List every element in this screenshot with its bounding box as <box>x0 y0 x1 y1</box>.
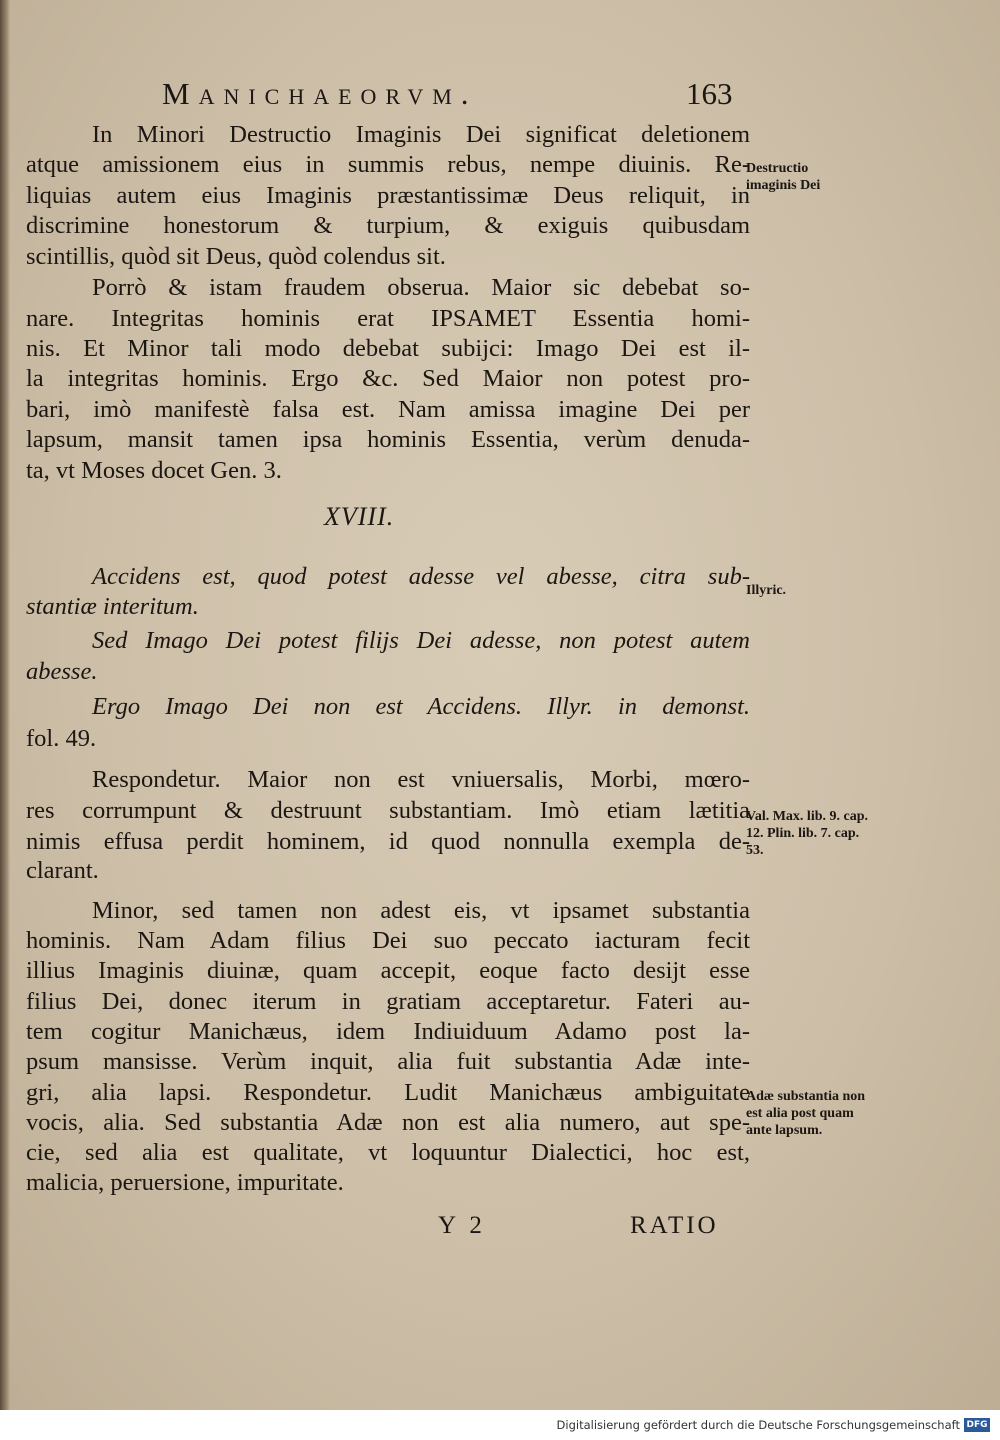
text-line: discrimine honestorum & turpium, & exiguis quibusdam <box>26 212 750 239</box>
text-line: Ergo Imago Dei non est Accidens. Illyr. in demonst. <box>92 693 750 720</box>
page-edge-shadow <box>0 0 10 1410</box>
text-line: clarant. <box>26 857 99 884</box>
text-line: nis. Et Minor tali modo debebat subijci: Imago Dei est il- <box>26 335 750 362</box>
text-line: cie, sed alia est qualitate, vt loquuntur Dialectici, hoc est, <box>26 1139 750 1166</box>
text-line: Porrò & istam fraudem obserua. Maior sic debebat so- <box>92 274 750 301</box>
running-head <box>26 70 756 114</box>
section-heading: XVIII. <box>324 502 395 531</box>
text-line: bari, imò manifestè falsa est. Nam amissa imagine Dei per <box>26 396 750 423</box>
text-line: Sed Imago Dei potest filijs Dei adesse, non potest autem <box>92 627 750 654</box>
margin-note-destructio: Destructio imaginis Dei <box>746 161 821 193</box>
signature-mark: Y 2 <box>438 1212 486 1239</box>
text-line: illius Imaginis diuinæ, quam accepit, eoque facto desijt esse <box>26 957 750 984</box>
text-line: atque amissionem eius in summis rebus, nempe diuinis. Re- <box>26 151 750 178</box>
text-line: scintillis, quòd sit Deus, quòd colendus sit. <box>26 243 446 270</box>
text-line: fol. 49. <box>26 725 97 752</box>
text-line: nimis effusa perdit hominem, id quod nonnulla exempla de- <box>26 828 750 855</box>
text-line: malicia, peruersione, impuritate. <box>26 1169 344 1196</box>
margin-note-illyricus: Illyric. <box>746 583 787 598</box>
text-line: lapsum, mansit tamen ipsa hominis Essentia, verùm denuda- <box>26 426 750 453</box>
running-head-title: Manichaeorvm. <box>162 76 478 111</box>
text-line: hominis. Nam Adam filius Dei suo peccato iacturam fecit <box>26 927 750 954</box>
text-line: tem cogitur Manichæus, idem Indiuiduum Adamo post la- <box>26 1018 750 1045</box>
credit-bar <box>0 1410 1000 1440</box>
text-line: stantiæ interitum. <box>26 593 199 620</box>
text-line: abesse. <box>26 658 98 685</box>
text-line: Respondetur. Maior non est vniuersalis, Morbi, mœro- <box>92 766 750 793</box>
text-line: Minor, sed tamen non adest eis, vt ipsamet substantia <box>92 897 750 924</box>
margin-note-val-max: Val. Max. lib. 9. cap. 12. Plin. lib. 7. cap. 53. <box>746 809 868 858</box>
text-line: la integritas hominis. Ergo &c. Sed Maior non potest pro- <box>26 365 750 392</box>
text-line: nare. Integritas hominis erat IPSAMET Essentia homi- <box>26 305 750 332</box>
catchword: RATIO <box>630 1212 719 1239</box>
text-line: Accidens est, quod potest adesse vel abesse, citra sub- <box>92 563 750 590</box>
text-line: vocis, alia. Sed substantia Adæ non est alia numero, aut spe- <box>26 1109 750 1136</box>
text-line: gri, alia lapsi. Respondetur. Ludit Manichæus ambiguitate <box>26 1079 750 1106</box>
text-line: In Minori Destructio Imaginis Dei significat deletionem <box>92 121 750 148</box>
credit-text: Digitalisierung gefördert durch die Deutsche Forschungsgemeinschaft <box>556 1418 960 1432</box>
text-line: res corrumpunt & destruunt substantiam. Imò etiam lætitia <box>26 797 750 824</box>
text-line: filius Dei, donec iterum in gratiam acceptaretur. Fateri au- <box>26 988 750 1015</box>
text-line: psum mansisse. Verùm inquit, alia fuit substantia Adæ inte- <box>26 1048 750 1075</box>
text-line: ta, vt Moses docet Gen. 3. <box>26 457 282 484</box>
page-number: 163 <box>686 76 733 111</box>
dfg-logo-icon: DFG <box>964 1418 990 1432</box>
text-line: liquias autem eius Imaginis præstantissimæ Deus reliquit, in <box>26 182 750 209</box>
margin-note-adae-substantia: Adæ substantia non est alia post quam ante lapsum. <box>746 1089 866 1138</box>
